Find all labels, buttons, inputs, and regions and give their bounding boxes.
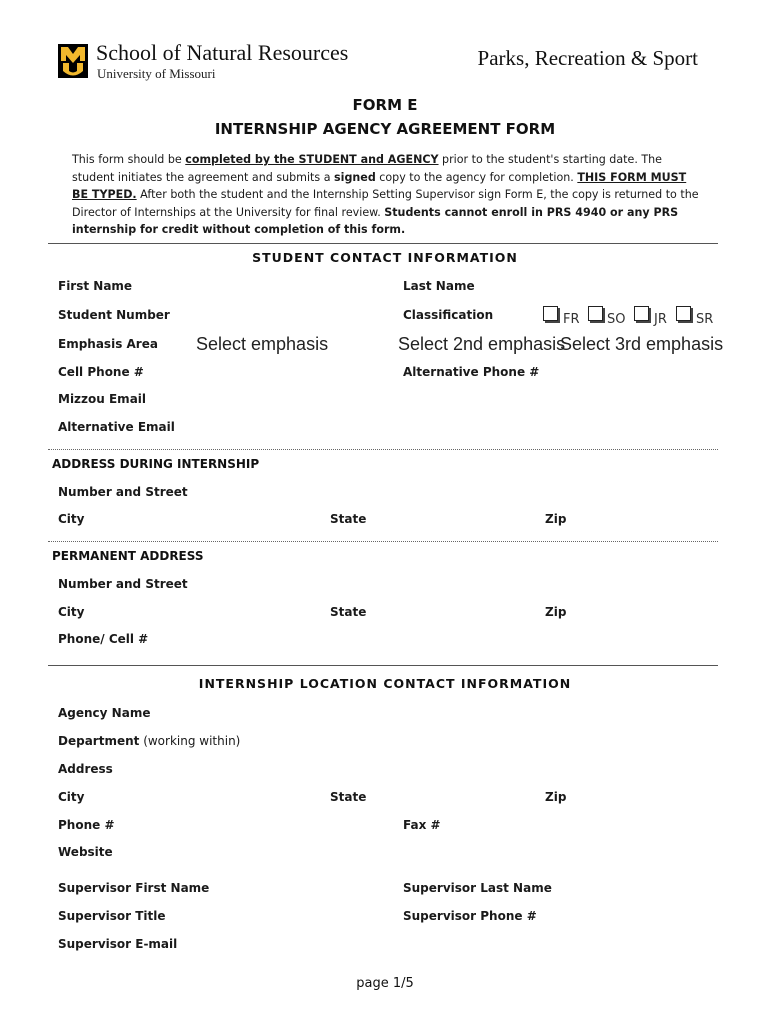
location-city-label: City [58, 790, 85, 804]
location-fax-label: Fax # [403, 818, 441, 832]
emphasis-select[interactable]: Select emphasis [196, 334, 329, 354]
permanent-address-heading: PERMANENT ADDRESS [52, 549, 204, 563]
alt-phone-label: Alternative Phone # [403, 365, 540, 379]
student-number-label: Student Number [58, 308, 170, 322]
emphasis-2-select[interactable]: Select 2nd emphasis [398, 334, 566, 354]
checkbox-fr[interactable] [543, 306, 558, 321]
classification-label: Classification [403, 308, 494, 322]
checkbox-jr[interactable] [634, 306, 649, 321]
location-address-label: Address [58, 762, 113, 776]
form-title: INTERNSHIP AGENCY AGREEMENT FORM [214, 120, 556, 138]
location-state-label: State [330, 790, 367, 804]
dotted-divider [48, 541, 718, 542]
checkbox-fr-label: FR [563, 312, 580, 327]
location-phone-label: Phone # [58, 818, 115, 832]
department-label: Department (working within) [58, 734, 241, 748]
permanent-zip-label: Zip [545, 605, 567, 619]
permanent-state-label: State [330, 605, 367, 619]
student-section-heading: STUDENT CONTACT INFORMATION [252, 250, 518, 265]
department-name: Parks, Recreation & Sport [477, 46, 698, 70]
website-label: Website [58, 845, 113, 859]
checkbox-so[interactable] [588, 306, 603, 321]
section-divider [48, 243, 718, 244]
supervisor-title-label: Supervisor Title [58, 909, 166, 923]
mizzou-logo-icon [58, 44, 88, 78]
during-street-label: Number and Street [58, 485, 188, 499]
agency-name-label: Agency Name [58, 706, 151, 720]
cell-phone-label: Cell Phone # [58, 365, 144, 379]
university-name: University of Missouri [97, 66, 216, 81]
intro-paragraph: This form should be completed by the STUDENT and AGENCY prior to the student's starting date. The student initiates the agreement and submits a signed copy to the agency for completion. THIS FORM MUST BE TYPED. After both the student and the Internship Setting Supervisor sign Form E, the copy is returned to the Director of Internships at the University for final review. Students cannot enroll in PRS 4940 or any PRS internship for credit without completion of this form. [72, 153, 699, 237]
checkbox-sr-label: SR [696, 312, 714, 327]
supervisor-first-name-label: Supervisor First Name [58, 881, 210, 895]
section-divider [48, 665, 718, 666]
mizzou-email-label: Mizzou Email [58, 392, 147, 406]
location-section-heading: INTERNSHIP LOCATION CONTACT INFORMATION [198, 676, 572, 691]
supervisor-phone-label: Supervisor Phone # [403, 909, 537, 923]
checkbox-jr-label: JR [654, 312, 667, 327]
permanent-phone-label: Phone/ Cell # [58, 632, 149, 646]
first-name-label: First Name [58, 279, 133, 293]
permanent-city-label: City [58, 605, 85, 619]
checkbox-so-label: SO [607, 312, 626, 327]
supervisor-last-name-label: Supervisor Last Name [403, 881, 552, 895]
supervisor-email-label: Supervisor E-mail [58, 937, 178, 951]
school-name: School of Natural Resources [96, 40, 349, 65]
dotted-divider [48, 449, 718, 450]
checkbox-sr[interactable] [676, 306, 691, 321]
location-zip-label: Zip [545, 790, 567, 804]
form-label: FORM E [352, 96, 418, 114]
during-state-label: State [330, 512, 367, 526]
during-zip-label: Zip [545, 512, 567, 526]
emphasis-3-select[interactable]: Select 3rd emphasis [560, 334, 724, 354]
emphasis-area-label: Emphasis Area [58, 337, 158, 351]
alt-email-label: Alternative Email [58, 420, 175, 434]
address-during-heading: ADDRESS DURING INTERNSHIP [52, 457, 260, 471]
during-city-label: City [58, 512, 85, 526]
last-name-label: Last Name [403, 279, 475, 293]
page-number: page 1/5 [356, 976, 414, 991]
permanent-street-label: Number and Street [58, 577, 188, 591]
